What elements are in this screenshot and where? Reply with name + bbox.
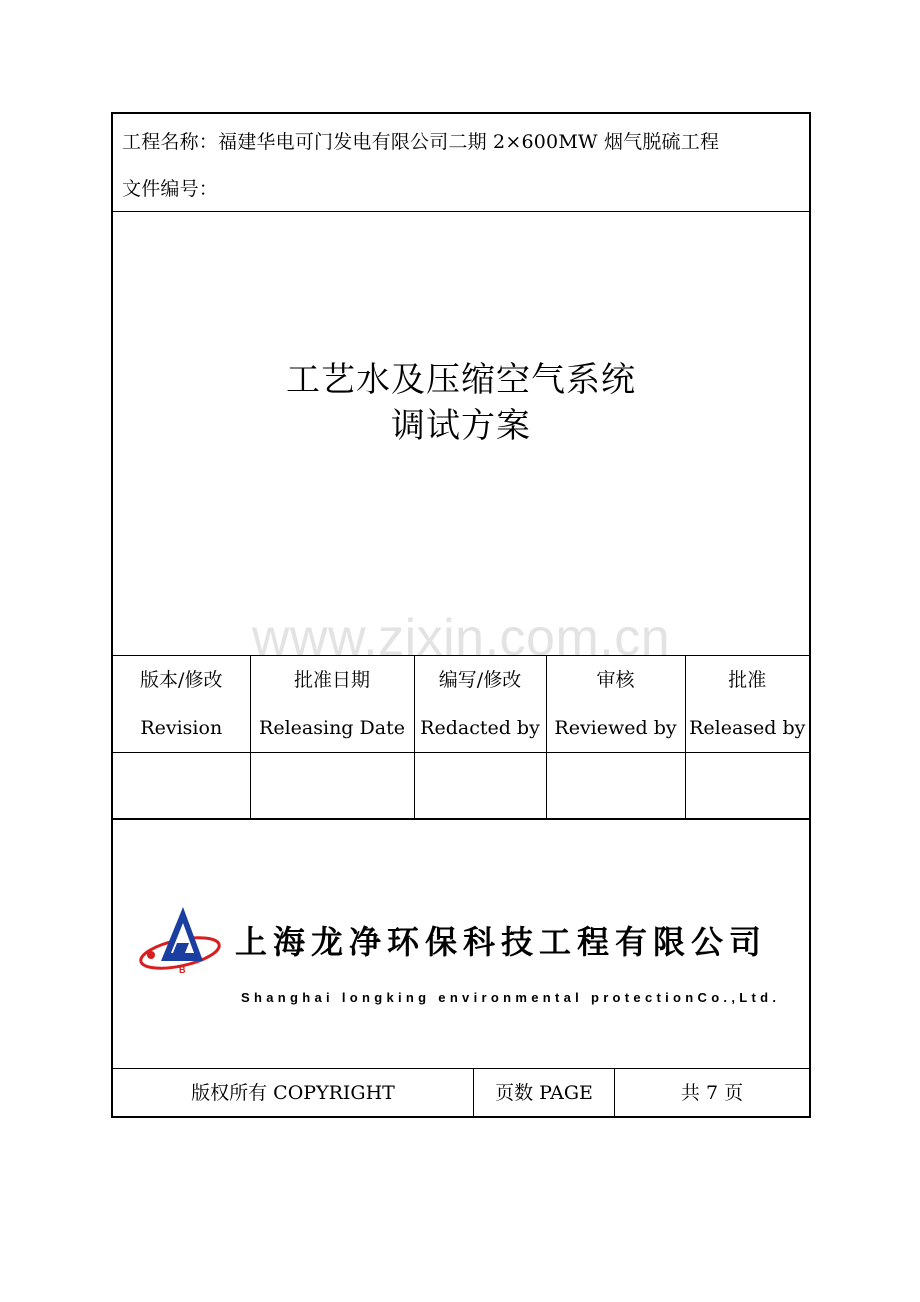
reviewed-by-col-header: 审核 Reviewed by <box>546 656 685 753</box>
copyright-cell: 版权所有 COPYRIGHT <box>113 1069 474 1117</box>
redacted-by-col-header: 编写/修改 Redacted by <box>414 656 546 753</box>
footer-row <box>113 1068 809 1117</box>
revision-value-cell <box>113 753 250 819</box>
company-name-en: Shanghai longking environmental protectionCo.,Ltd. <box>241 990 781 1005</box>
redacted-by-value-cell <box>414 753 546 819</box>
released-by-value-cell <box>685 753 809 819</box>
document-frame <box>111 112 811 1118</box>
revision-table <box>113 655 809 819</box>
document-title-line1: 工艺水及压缩空气系统 <box>286 360 636 400</box>
revision-header-row <box>113 656 809 753</box>
revision-value-row <box>113 753 809 819</box>
project-line <box>122 127 719 154</box>
title-area <box>113 212 809 667</box>
watermark: www.zixin.com.cn <box>251 609 671 667</box>
releasing-date-col-header: 批准日期 Releasing Date <box>250 656 414 753</box>
project-name: 福建华电可门发电有限公司二期 2×600MW 烟气脱硫工程 <box>218 131 720 153</box>
releasing-date-value-cell <box>250 753 414 819</box>
company-name-cn: 上海龙净环保科技工程有限公司 <box>235 923 768 961</box>
page-label-cell: 页数 PAGE <box>474 1069 615 1117</box>
longking-logo-icon <box>137 903 223 983</box>
document-title-line2: 调试方案 <box>391 406 531 446</box>
page-total-cell: 共 7 页 <box>680 1082 744 1104</box>
project-label: 工程名称： <box>122 131 219 153</box>
header-block <box>113 114 809 212</box>
company-logo-area <box>113 819 809 1068</box>
revision-col-header: 版本/修改 Revision <box>113 656 250 753</box>
svg-text:B: B <box>179 965 186 975</box>
released-by-col-header: 批准 Released by <box>685 656 809 753</box>
doc-number-label: 文件编号： <box>122 178 219 200</box>
reviewed-by-value-cell <box>546 753 685 819</box>
